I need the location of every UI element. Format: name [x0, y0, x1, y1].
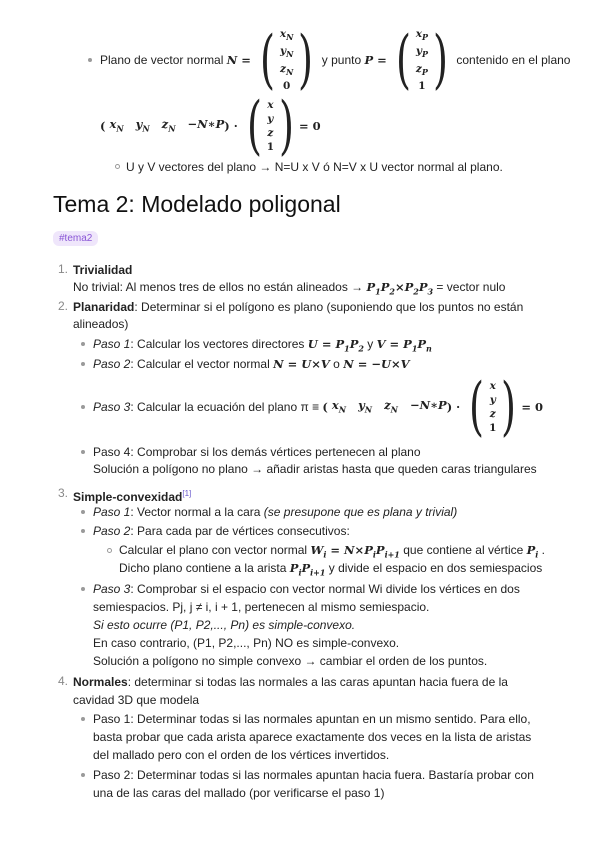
uv-note: U y V vectores del plano → N=U x V ó N=V x U vector normal al plano.	[126, 160, 503, 174]
paso2-planaridad: Paso 2: Calcular el vector normal N = U×V o N = −U×V	[93, 357, 410, 371]
bullet	[81, 450, 85, 454]
tag-badge[interactable]: #tema2	[53, 231, 98, 246]
paso3-planaridad: Paso 3 : Calcular la ecuación del plano π ≡ ( $x_N$ $y_N$ $z_N$ −N∗P ) · ( x y z 1 ) = 0	[93, 370, 544, 444]
paso2-convexidad: Paso 2: Para cada par de vértices consecutivos:	[93, 524, 350, 538]
paso3-solucion: Solución a polígono no simple convexo → cambiar el orden de los puntos.	[93, 654, 488, 668]
item-normales-cont: cavidad 3D que modela	[73, 693, 200, 707]
bullet	[81, 510, 85, 514]
bullet	[81, 587, 85, 591]
normales-paso1-c: del mallado pero con el orden de los vértices invertidos.	[93, 748, 390, 762]
list-number: 2.	[58, 299, 69, 313]
item-planaridad: Planaridad: Determinar si el polígono es plano (suponiendo que los puntos no están	[73, 300, 524, 314]
item-trivialidad-text: No trivial: Al menos tres de ellos no están alineados → $P_1P_2\times P_2P_3$ = vector nulo	[73, 280, 506, 297]
list-number: 4.	[58, 674, 69, 688]
n-vector: ( $x_N$ $y_N$ $z_N$ 0 )	[259, 23, 314, 97]
paso2b-convexidad: Dicho plano contiene a la arista $P_iP_{i+1}$ y divide el espacio en dos semiespacios	[119, 561, 543, 578]
bullet	[81, 405, 85, 409]
bullet	[107, 548, 112, 553]
paso3-convexidad: Paso 3: Comprobar si el espacio con vector normal Wi divide los vértices en dos	[93, 582, 520, 596]
item-planaridad-cont: alineados)	[73, 317, 129, 331]
paso2a-convexidad: Calcular el plano con vector normal $W_i = N\times P_iP_{i+1}$ que contiene al vértice $P_i$ .	[119, 543, 546, 560]
bullet	[81, 342, 85, 346]
bullet	[115, 164, 120, 169]
bullet	[81, 529, 85, 533]
bullet	[81, 773, 85, 777]
list-number: 1.	[58, 262, 69, 276]
paso1-convexidad: Paso 1: Vector normal a la cara (se presupone que es plana y trivial)	[93, 505, 458, 519]
paso4-solucion: Solución a polígono no plano → añadir aristas hasta que queden caras triangulares	[93, 462, 537, 476]
bullet	[81, 362, 85, 366]
plane-equation: ( $x_N$ $y_N$ $z_N$ −N∗P ) · ( x y z 1 ) = 0	[100, 89, 321, 163]
intro-line: Plano de vector normal N = ( $x_N$ $y_N$ $z_N$ 0 ) y punto P = ( $x_P$ $y_P$ $z_P$ 1 ) contenido en el plano	[100, 23, 571, 97]
bullet	[88, 58, 92, 62]
paso3-no: En caso contrario, (P1, P2,..., Pn) NO es simple-convexo.	[93, 636, 400, 650]
paso3-si: Si esto ocurre (P1, P2,..., Pn) es simple-convexo.	[93, 618, 356, 632]
item-simple-convexidad: Simple-convexidad[1]	[73, 489, 192, 504]
normales-paso2: Paso 2: Determinar todas si las normales apuntan hacia fuera. Bastaría probar con	[93, 768, 534, 782]
page-title: Tema 2: Modelado poligonal	[53, 191, 341, 217]
normales-paso2-b: una de las caras del mallado (por verificarse el paso 1)	[93, 786, 385, 800]
list-number: 3.	[58, 486, 69, 500]
bullet	[81, 717, 85, 721]
paso4-planaridad: Paso 4: Comprobar si los demás vértices pertenecen al plano	[93, 445, 421, 459]
p-vector: ( $x_P$ $y_P$ $z_P$ 1 )	[395, 23, 449, 97]
footnote-link[interactable]: [1]	[182, 489, 192, 498]
item-normales: Normales: determinar si todas las normales a las caras apuntan hacia fuera de la	[73, 675, 508, 689]
normales-paso1: Paso 1: Determinar todas si las normales apuntan en un mismo sentido. Para ello,	[93, 712, 531, 726]
paso1-planaridad: Paso 1: Calcular los vectores directores $U = P_1P_2$ y $V = P_1P_n$	[93, 337, 432, 354]
paso3-cont: semiespacios. Pj, j ≠ i, i + 1, pertenecen al mismo semiespacio.	[93, 600, 430, 614]
item-trivialidad-title: Trivialidad	[73, 263, 133, 277]
normales-paso1-b: basta probar que cada arista aparece exactamente dos veces en la lista de aristas	[93, 730, 532, 744]
